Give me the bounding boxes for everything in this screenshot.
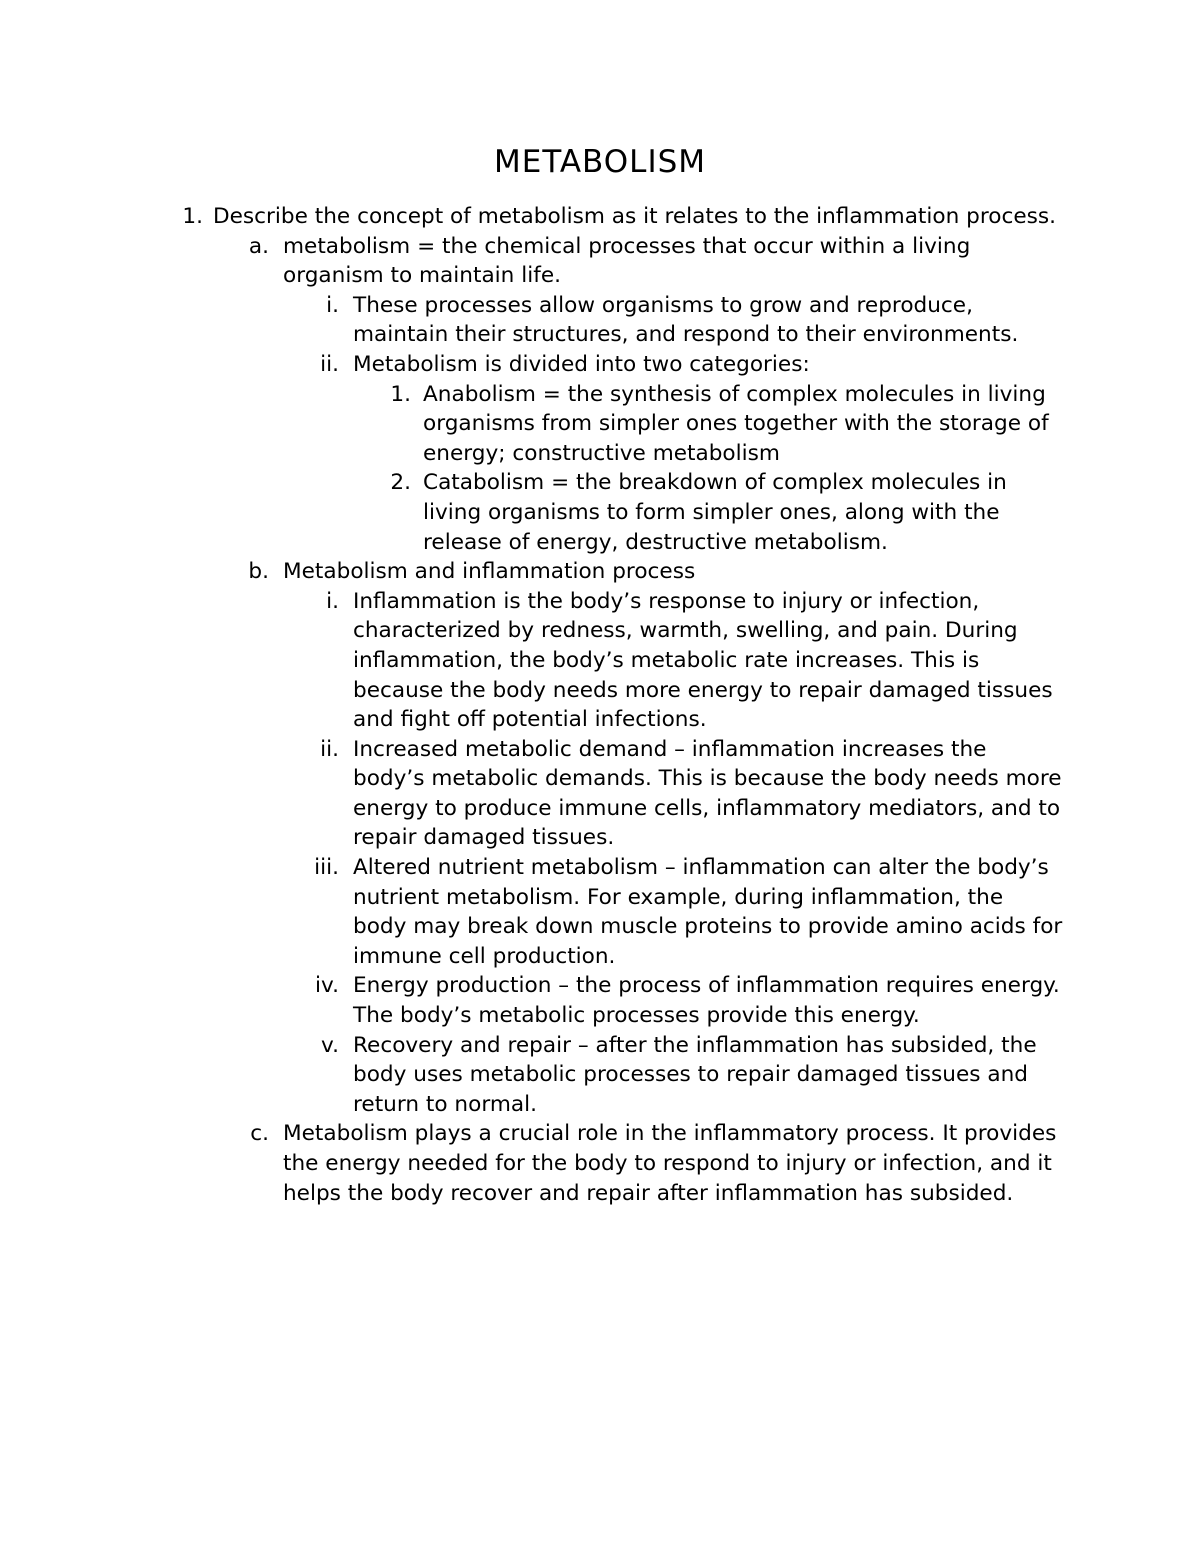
item-b <box>248 557 1063 587</box>
item-b-i <box>326 587 1063 735</box>
list-marker: i. <box>326 588 339 614</box>
list-marker: c. <box>250 1121 269 1147</box>
item-b-v <box>321 1031 1063 1120</box>
document-body <box>0 202 1200 1208</box>
item-b-ii <box>320 735 1063 853</box>
item-a-i <box>326 291 1063 350</box>
list-marker: 2. <box>390 470 411 496</box>
list-marker: iii. <box>314 855 339 881</box>
list-marker: iv. <box>315 973 339 999</box>
item-a-ii-2 <box>390 468 1063 557</box>
list-marker: b. <box>248 559 269 585</box>
item-a-ii <box>320 350 1063 380</box>
item-a-ii-text: Metabolism is divided into two categories: <box>353 351 810 377</box>
item-b-i-text: Inflammation is the body’s response to injury or infection, characterized by redness, warmth, swelling, and pain. During inflammation, the body’s metabolic rate increases. This is because the body needs more energy to repair damaged tissues and fight off potential infections. <box>353 588 1053 733</box>
item-b-text: Metabolism and inflammation process <box>283 559 696 585</box>
list-marker: i. <box>326 292 339 318</box>
anabolism-text: Anabolism = the synthesis of complex molecules in living organisms from simpler ones together with the storage of energy; constructive metabolism <box>423 381 1049 466</box>
item-b-ii-text: Increased metabolic demand – inflammation increases the body’s metabolic demands. This is because the body needs more energy to produce immune cells, inflammatory mediators, and to repair damaged tissues. <box>353 736 1062 851</box>
item-b-iii-text: Altered nutrient metabolism – inflammation can alter the body’s nutrient metabolism. For example, during inflammation, the body may break down muscle proteins to provide amino acids for immune cell production. <box>353 855 1063 969</box>
item-c-text: Metabolism plays a crucial role in the inflammatory process. It provides the energy needed for the body to respond to injury or infection, and it helps the body recover and repair after inflammation has subsided. <box>283 1121 1057 1206</box>
item-b-v-text: Recovery and repair – after the inflammation has subsided, the body uses metabolic processes to repair damaged tissues and return to normal. <box>353 1032 1037 1117</box>
item-a <box>248 232 1063 291</box>
list-marker: 1. <box>182 204 203 229</box>
item-b-iv-text: Energy production – the process of inflammation requires energy. The body’s metabolic processes provide this energy. <box>353 973 1060 1029</box>
item-c <box>250 1119 1063 1208</box>
list-marker: v. <box>321 1032 339 1058</box>
list-marker: 1. <box>390 381 411 407</box>
item-b-iv <box>315 971 1063 1030</box>
list-marker: a. <box>248 233 269 259</box>
item-a-text: metabolism = the chemical processes that occur within a living organism to maintain life. <box>283 233 971 289</box>
catabolism-text: Catabolism = the breakdown of complex molecules in living organisms to form simpler ones, along with the release of energy, destructive metabolism. <box>423 470 1007 555</box>
list-marker: ii. <box>320 351 339 377</box>
list-marker: ii. <box>320 736 339 762</box>
document-title: METABOLISM <box>493 144 707 180</box>
question-1 <box>182 202 1063 232</box>
question-1-text: Describe the concept of metabolism as it relates to the inflammation process. <box>213 204 1056 229</box>
item-a-ii-1 <box>390 380 1063 469</box>
item-a-i-text: These processes allow organisms to grow and reproduce, maintain their structures, and respond to their environments. <box>353 292 1019 348</box>
item-b-iii <box>314 853 1063 971</box>
